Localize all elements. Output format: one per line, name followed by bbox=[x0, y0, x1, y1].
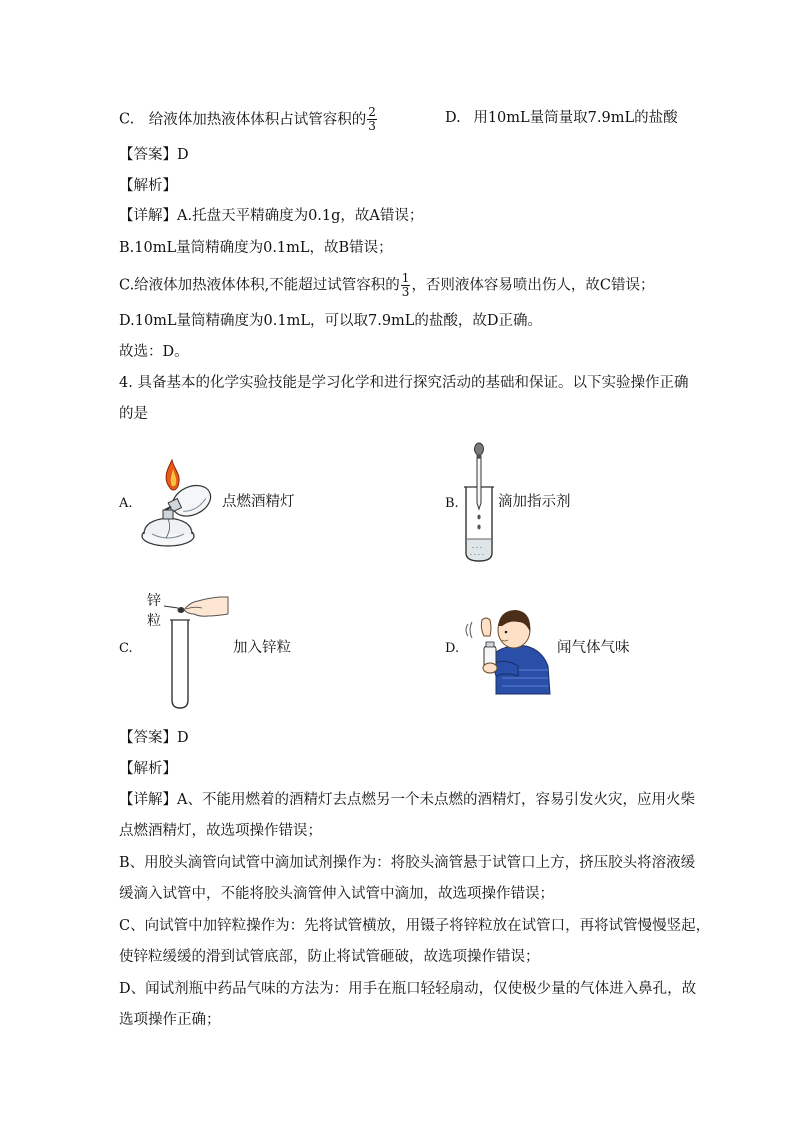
option-c-caption: 加入锌粒 bbox=[233, 640, 291, 656]
q4-explanation-line-2: 点燃酒精灯，故选项操作错误； bbox=[119, 823, 322, 839]
option-letter: D. bbox=[445, 110, 461, 126]
q3-analysis-title: 【解析】 bbox=[119, 178, 177, 194]
option-b-caption: 滴加指示剂 bbox=[498, 494, 571, 510]
explanation-text: ，否则液体容易喷出伤人，故C错误； bbox=[411, 277, 655, 294]
fraction-one-third: $\frac{1}{3}$ bbox=[401, 271, 410, 299]
q3-answer: 【答案】D bbox=[119, 147, 189, 163]
svg-text:- - -: - - - bbox=[472, 544, 482, 551]
boy-smelling-bottle-icon bbox=[462, 600, 554, 694]
option-text: 给液体加热液体体积占试管容积的 bbox=[148, 111, 367, 128]
q3-explanation-b: B.10mL量筒精确度为0.1mL，故B错误； bbox=[119, 240, 393, 256]
q3-option-d bbox=[445, 108, 678, 128]
option-text: 用10mL量筒量取7.9mL的盐酸 bbox=[473, 110, 678, 126]
dropper-test-tube-icon bbox=[462, 443, 496, 565]
fraction-two-thirds: $\frac{2}{3}$ bbox=[368, 105, 376, 133]
explanation-text: C.给液体加热液体体积,不能超过试管容积的 bbox=[119, 277, 400, 294]
option-letter: C. bbox=[119, 111, 135, 128]
q3-explanation-c bbox=[119, 272, 655, 299]
svg-text:- - - -: - - - - bbox=[470, 551, 484, 558]
q4-analysis-title: 【解析】 bbox=[119, 761, 177, 777]
q4-explanation-line-4: 缓滴入试管中，不能将胶头滴管伸入试管中滴加，故选项操作错误； bbox=[119, 886, 554, 902]
q3-explanation-d: D.10mL量筒精确度为0.1mL，可以取7.9mL的盐酸，故D正确。 bbox=[119, 313, 543, 329]
option-b-letter: B. bbox=[445, 496, 459, 511]
zinc-label-char-1: 锌 bbox=[147, 593, 161, 609]
q4-explanation-line-8: 选项操作正确； bbox=[119, 1012, 221, 1028]
hand-test-tube-zinc-icon bbox=[164, 592, 230, 712]
q4-stem-line-2: 的是 bbox=[119, 406, 148, 422]
q4-stem-line-1: 4. 具备基本的化学实验技能是学习化学和进行探究活动的基础和保证。以下实验操作正确 bbox=[119, 375, 689, 391]
option-d-letter: D. bbox=[445, 641, 460, 656]
q3-explanation-a: 【详解】A.托盘天平精确度为0.1g，故A错误； bbox=[119, 208, 424, 224]
q4-explanation-line-3: B、用胶头滴管向试管中滴加试剂操作为：将胶头滴管悬于试管口上方，挤压胶头将溶液缓 bbox=[119, 855, 696, 871]
q4-explanation-line-5: C、向试管中加锌粒操作为：先将试管横放，用镊子将锌粒放在试管口，再将试管慢慢竖起， bbox=[119, 918, 711, 934]
option-a-letter: A. bbox=[119, 496, 133, 511]
q3-conclusion: 故选：D。 bbox=[119, 344, 189, 360]
option-c-letter: C. bbox=[119, 641, 133, 656]
q4-answer: 【答案】D bbox=[119, 730, 189, 746]
option-a-caption: 点燃酒精灯 bbox=[222, 494, 295, 510]
option-d-caption: 闻气体气味 bbox=[557, 640, 630, 656]
q3-option-c bbox=[119, 106, 378, 133]
alcohol-lamp-lighting-icon bbox=[138, 458, 222, 550]
q4-explanation-line-7: D、闻试剂瓶中药品气味的方法为：用手在瓶口轻轻扇动，仅使极少量的气体进入鼻孔，故 bbox=[119, 981, 697, 997]
zinc-label-char-2: 粒 bbox=[147, 613, 161, 629]
q4-explanation-line-6: 使锌粒缓缓的滑到试管底部，防止将试管砸破，故选项操作错误； bbox=[119, 949, 540, 965]
q4-explanation-line-1: 【详解】A、不能用燃着的酒精灯去点燃另一个未点燃的酒精灯，容易引发火灾，应用火柴 bbox=[119, 792, 695, 808]
